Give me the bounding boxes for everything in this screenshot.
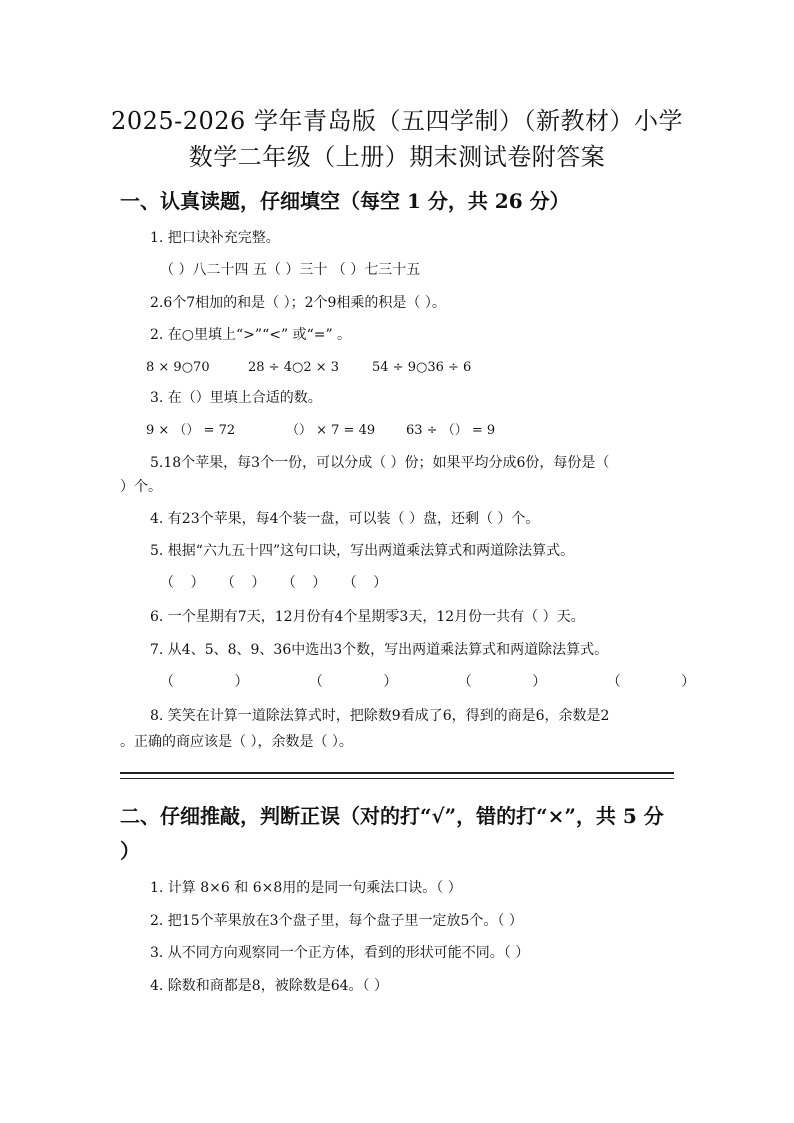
exam-title-line1: 2025-2026 学年青岛版（五四学制）（新教材）小学 bbox=[111, 107, 683, 135]
section2-heading-line1: 二、仔细推敲，判断正误（对的打“√”，错的打“×”，共 5 分 bbox=[120, 804, 664, 828]
question-1-8-continued: 。正确的商应该是（ ），余数是（ ）。 bbox=[120, 734, 353, 750]
fill-expression-2: （） × 7 = 49 bbox=[286, 423, 376, 438]
question-1-7: 7. 从4、5、8、9、36中选出3个数，写出两道乘法算式和两道除法算式。 bbox=[150, 642, 609, 658]
compare-expression-2: 28 ÷ 4○2 × 3 bbox=[248, 360, 340, 375]
compare-expression-1: 8 × 9○70 bbox=[146, 360, 210, 375]
question-2-3: 3. 从不同方向观察同一个正方体，看到的形状可能不同。（ ） bbox=[150, 945, 530, 961]
question-1-2b: 2. 在○里填上“>”“<” 或“=” 。 bbox=[150, 327, 352, 343]
fill-expression-1: 9 × （） = 72 bbox=[146, 423, 236, 438]
question-1-4: 4. 有23个苹果，每4个装一盘，可以装（ ）盘，还剩（ ）个。 bbox=[150, 511, 540, 527]
question-1-5a-continued: ）个。 bbox=[120, 479, 162, 495]
question-2-2: 2. 把15个苹果放在3个盘子里，每个盘子里一定放5个。（ ） bbox=[150, 913, 523, 929]
question-1-6: 6. 一个星期有7天，12月份有4个星期零3天，12月份一共有（ ）天。 bbox=[150, 609, 585, 625]
section-divider bbox=[120, 772, 674, 779]
question-1-1-blanks: （ ）八二十四 五（ ）三十 （ ）七三十五 bbox=[160, 262, 421, 278]
question-2-1: 1. 计算 8×6 和 6×8用的是同一句乘法口诀。（ ） bbox=[150, 880, 462, 896]
question-1-8: 8. 笑笑在计算一道除法算式时，把除数9看成了6，得到的商是6，余数是2 bbox=[150, 708, 610, 724]
question-1-5a: 5.18个苹果，每3个一份，可以分成（ ）份；如果平均分成6份，每份是（ bbox=[150, 455, 610, 471]
question-1-2a: 2.6个7相加的和是（ ）；2个9相乘的积是（ ）。 bbox=[150, 295, 446, 311]
fill-expression-3: 63 ÷ （） = 9 bbox=[406, 423, 496, 438]
question-1-7-blanks: （ ） （ ） （ ） （ ） bbox=[160, 674, 696, 690]
question-2-4: 4. 除数和商都是8，被除数是64。（ ） bbox=[150, 978, 388, 994]
section1-heading: 一、认真读题，仔细填空（每空 1 分，共 26 分） bbox=[120, 189, 570, 213]
compare-expression-3: 54 ÷ 9○36 ÷ 6 bbox=[372, 360, 472, 375]
section2-heading-line2: ） bbox=[120, 839, 140, 863]
question-1-1: 1. 把口诀补充完整。 bbox=[150, 230, 280, 246]
exam-title-line2: 数学二年级（上册）期末测试卷附答案 bbox=[188, 143, 606, 171]
question-1-5: 5. 根据“六九五十四”这句口诀，写出两道乘法算式和两道除法算式。 bbox=[150, 543, 575, 559]
question-1-5-blanks: （ ） （ ） （ ） （ ） bbox=[160, 575, 388, 591]
question-1-3: 3. 在（）里填上合适的数。 bbox=[150, 390, 322, 406]
